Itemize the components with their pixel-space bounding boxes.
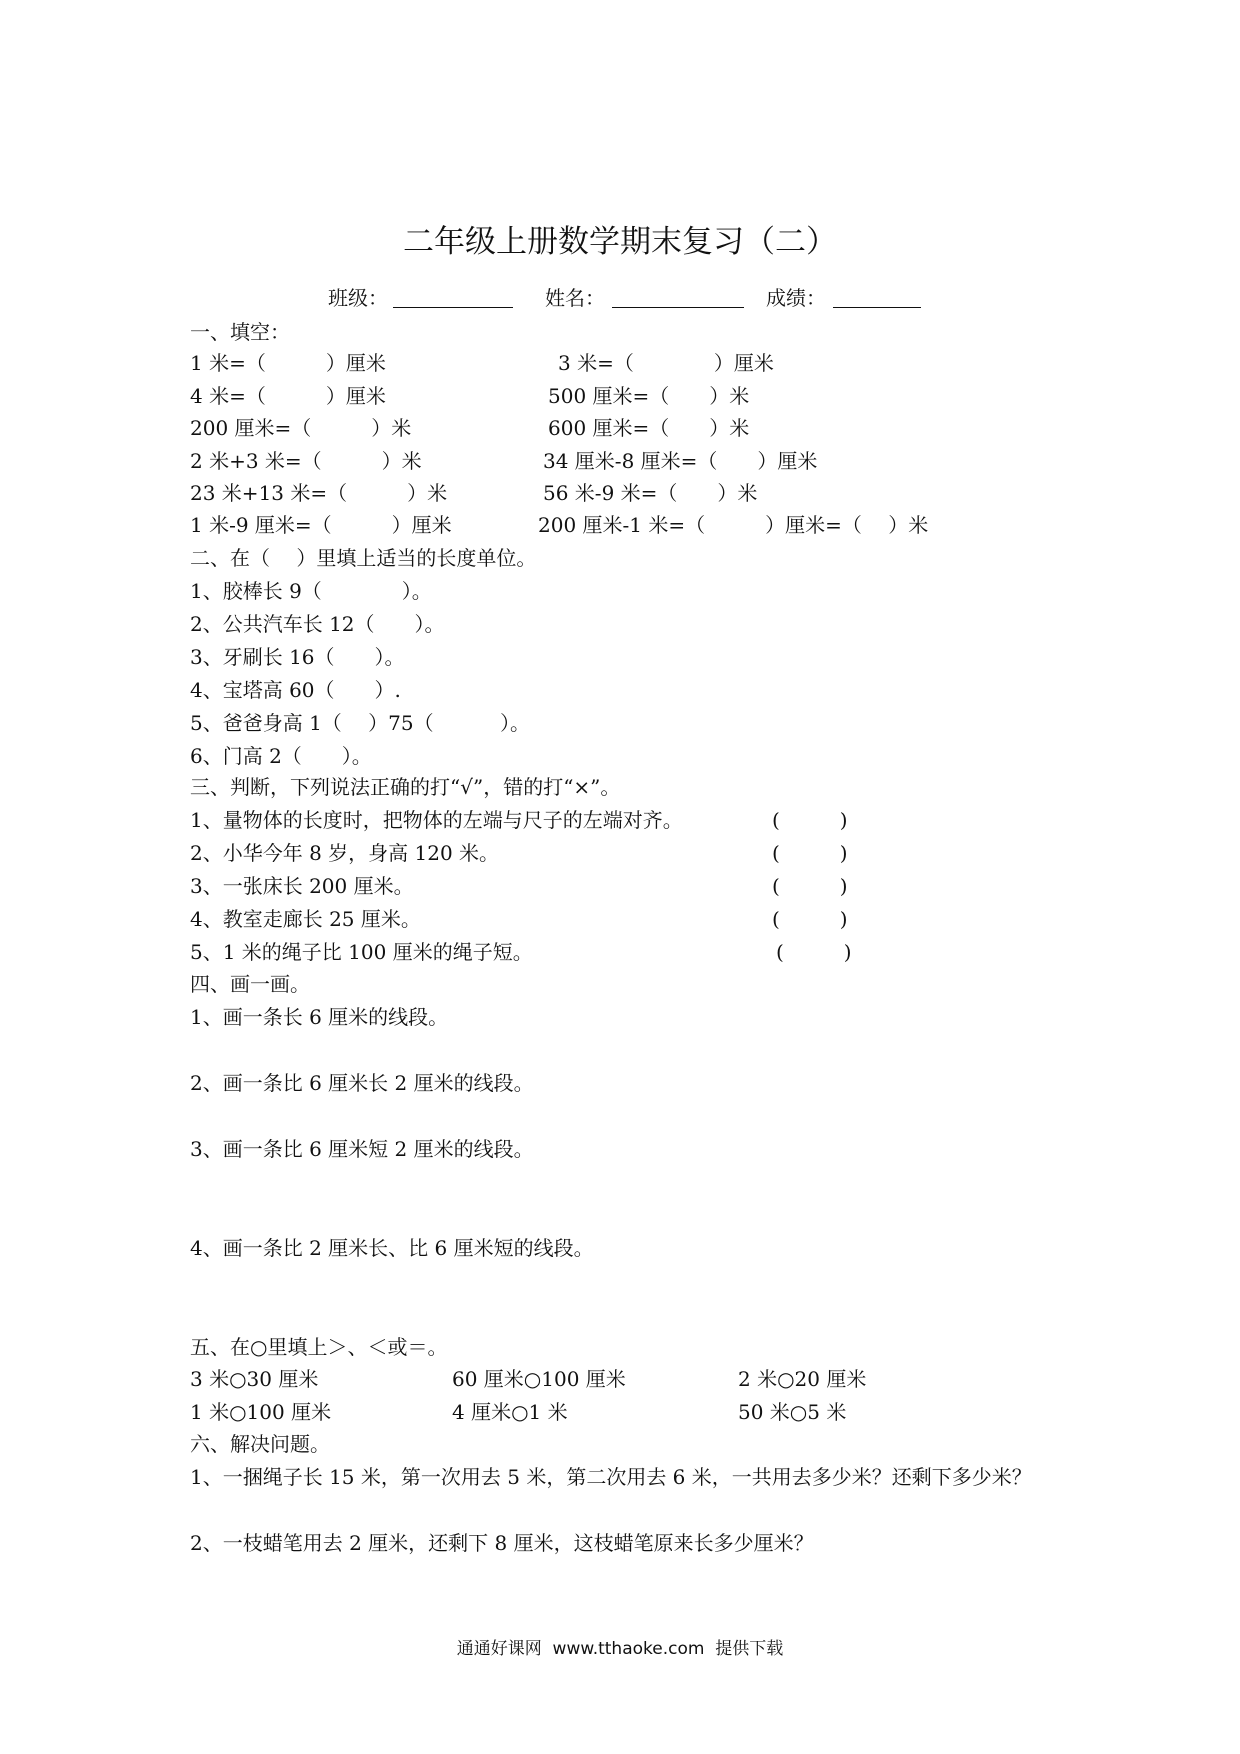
fill-item: 1 米=（ ）厘米 [190, 351, 386, 375]
compare-item: 1 米○100 厘米 [190, 1400, 332, 1424]
score-blank [833, 307, 921, 308]
fill-item: 500 厘米=（ ）米 [548, 384, 750, 408]
section6-heading: 六、解决问题。 [190, 1432, 330, 1456]
fill-item: 4 米=（ ）厘米 [190, 384, 386, 408]
draw-item: 1、画一条长 6 厘米的线段。 [190, 1005, 449, 1029]
class-label: 班级： [328, 286, 388, 310]
draw-item: 3、画一条比 6 厘米短 2 厘米的线段。 [190, 1137, 534, 1161]
judge-item: 1、量物体的长度时，把物体的左端与尺子的左端对齐。 [190, 808, 683, 832]
judge-paren: ( ) [772, 841, 848, 865]
judge-item: 2、小华今年 8 岁，身高 120 米。 [190, 841, 500, 865]
section5-heading: 五、在○里填上＞、＜或＝。 [190, 1335, 448, 1359]
fill-item: 2 米+3 米=（ ）米 [190, 449, 422, 473]
section4-heading: 四、画一画。 [190, 972, 310, 996]
footer-source: 通通好课网 www.tthaoke.com 提供下载 [456, 1639, 784, 1659]
judge-paren: ( ) [772, 808, 848, 832]
draw-item: 2、画一条比 6 厘米长 2 厘米的线段。 [190, 1071, 534, 1095]
section2-heading: 二、在（ ）里填上适当的长度单位。 [190, 546, 537, 570]
problem-item: 1、一捆绳子长 15 米，第一次用去 5 米，第二次用去 6 米，一共用去多少米？还剩下多少米？ [190, 1465, 1032, 1489]
name-label: 姓名： [545, 286, 605, 310]
unit-item: 5、爸爸身高 1（ ）75（ ）。 [190, 711, 530, 735]
fill-item: 56 米-9 米=（ ）米 [543, 481, 758, 505]
judge-paren: ( ) [772, 907, 848, 931]
fill-item: 600 厘米=（ ）米 [548, 416, 750, 440]
page-title: 二年级上册数学期末复习（二） [403, 224, 837, 260]
compare-item: 60 厘米○100 厘米 [452, 1367, 626, 1391]
judge-item: 4、教室走廊长 25 厘米。 [190, 907, 421, 931]
fill-item: 34 厘米-8 厘米=（ ）厘米 [543, 449, 818, 473]
name-blank [612, 307, 744, 308]
unit-item: 6、门高 2（ ）。 [190, 744, 372, 768]
class-blank [393, 307, 513, 308]
compare-item: 50 米○5 米 [738, 1400, 847, 1424]
compare-item: 2 米○20 厘米 [738, 1367, 867, 1391]
score-label: 成绩： [766, 286, 826, 310]
unit-item: 1、胶棒长 9（ ）。 [190, 579, 432, 603]
fill-item: 23 米+13 米=（ ）米 [190, 481, 448, 505]
unit-item: 2、公共汽车长 12（ ）。 [190, 612, 445, 636]
compare-item: 4 厘米○1 米 [452, 1400, 568, 1424]
judge-paren: ( ) [776, 940, 852, 964]
judge-item: 5、1 米的绳子比 100 厘米的绳子短。 [190, 940, 533, 964]
draw-item: 4、画一条比 2 厘米长、比 6 厘米短的线段。 [190, 1236, 594, 1260]
problem-item: 2、一枝蜡笔用去 2 厘米，还剩下 8 厘米，这枝蜡笔原来长多少厘米？ [190, 1531, 814, 1555]
fill-item: 200 厘米-1 米=（ ）厘米=（ ）米 [538, 513, 929, 537]
section3-heading: 三、判断，下列说法正确的打“√”，错的打“×”。 [190, 775, 621, 799]
unit-item: 3、牙刷长 16（ ）。 [190, 645, 405, 669]
judge-item: 3、一张床长 200 厘米。 [190, 874, 414, 898]
fill-item: 200 厘米=（ ）米 [190, 416, 412, 440]
fill-item: 3 米=（ ）厘米 [558, 351, 774, 375]
unit-item: 4、宝塔高 60（ ）. [190, 678, 401, 702]
judge-paren: ( ) [772, 874, 848, 898]
section1-heading: 一、填空： [190, 320, 290, 344]
fill-item: 1 米-9 厘米=（ ）厘米 [190, 513, 452, 537]
compare-item: 3 米○30 厘米 [190, 1367, 319, 1391]
